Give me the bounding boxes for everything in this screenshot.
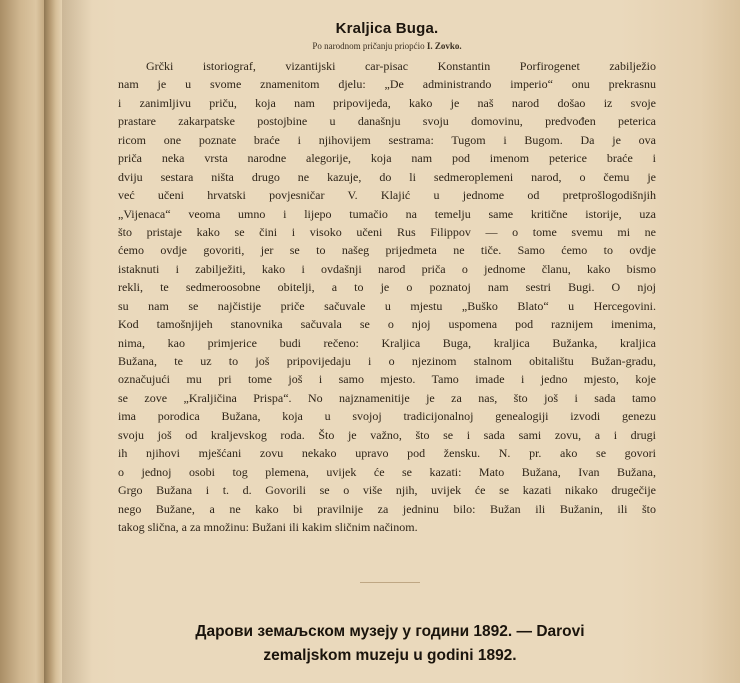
byline-author: I. Zovko. [426, 41, 462, 51]
text-line: Kod tamošnjijeh stanovnika sačuvala se o njoj uspomena pod raznijem imenima, [118, 317, 656, 332]
text-line: priča neka vrsta narodne alegorije, koja nam pod imenom peterice braće i [118, 151, 656, 166]
book-spine [44, 0, 62, 683]
text-line: ricom one poznate braće i njihovijem sestrama: Tugom i Bugom. Da je ova [118, 132, 656, 147]
text-line: Grgo Bužana i t. d. Govorili se o više njih, uvijek će se kazati nikako drugečije [118, 483, 656, 498]
text-line: Grčki istoriograf, vizantijski car-pisac Konstantin Porfirogenet zabilježio [146, 59, 656, 73]
text-line: o jednoj osobi tog plemena, uvijek će se kazati: Mato Bužana, Ivan Bužana, [118, 464, 656, 479]
text-line: svoju još od kraljevskog roda. Što je važno, što se i sada sami zovu, a i drugi [118, 427, 656, 442]
text-line: ćemo ovdje govoriti, jer se to našeg prijedmeta ne tiče. Samo ćemo to ovdje [118, 243, 656, 258]
text-line: i zanimljivu priču, koja nam pripovijeda, kako je naš narod došao iz svoje [118, 95, 656, 110]
heading-line-2: zemaljskom muzeju u godini 1892. [263, 647, 517, 664]
section-heading [110, 620, 670, 668]
text-line: se zove „Kraljičina Prispa“. No najznamenitije je za nas, što još i sada tamo [118, 390, 656, 405]
text-line: Bužana, te uz to još pripovijedaju i o njezinom stalnom obitalištu Bužan-gradu, [118, 354, 656, 368]
text-line: su nam se najčistije priče sačuvale u mjestu „Buško Blato“ u Hercegovini. [118, 298, 656, 313]
article-body [118, 57, 656, 536]
text-line: ima porodica Bužana, koja u svojoj tradicijonalnoj genealogiji izvodi genezu [118, 409, 656, 424]
text-line: ih njihovi mješćani zovu nekako upravo pod žensku. N. pr. ako se govori [118, 446, 656, 461]
text-line: što pristaje kako se čini i visoko učeni Rus Filippov — o tome svemu mi ne [118, 224, 656, 239]
text-line: rekli, te sedmeroosobne obitelji, a to je o poznatoj nam sestri Bugi. O njoj [118, 280, 656, 295]
article-title: Kraljica Buga. [335, 20, 439, 37]
section-divider [360, 582, 420, 583]
text-line: prastare zakarpatske postojbine u današnju svoju domovinu, predvođen peterica [118, 114, 656, 129]
article-byline [118, 41, 656, 51]
text-line: nam je u svome znamenitom djelu: „De administrando imperio“ onu prekrasnu [118, 77, 656, 92]
text-line: takog slična, a za množinu: Bužani ili kakim sličnim načinom. [118, 519, 418, 534]
previous-page-edge [0, 0, 44, 683]
byline-prefix: Po narodnom pričanju priopćio [312, 41, 425, 51]
text-line: istaknuti i zabilježiti, kako i ovdašnji narod priča o jednome članu, kako bismo [118, 261, 656, 276]
text-line: nego Bužane, a ne kako bi pravilnije za jedninu bilo: Bužan ili Bužanin, ili što [118, 501, 656, 516]
heading-line-1: Дарови земаљском музеју у години 1892. — Darovi [195, 623, 585, 640]
gutter-shadow [62, 0, 92, 683]
text-line: dviju sestara ništa drugo ne kazuje, do li sedmeroplemeni narod, o čemu je [118, 169, 656, 184]
article [118, 20, 656, 536]
text-line: nima, kao primjerice budi rečeno: Kraljica Buga, kraljica Bužanka, kraljica [118, 335, 656, 350]
text-line: „Vijenaca“ veoma umno i lijepo tumačio na temelju same kritične istorije, uza [118, 206, 656, 221]
text-line: već učeni hrvatski povjesničar V. Klajić u jednome od pretprošlogodišnjih [118, 188, 656, 203]
text-line: označujući mu pri tome još i samo mjesto. Tamo imade i jedno mjesto, koje [118, 372, 656, 387]
